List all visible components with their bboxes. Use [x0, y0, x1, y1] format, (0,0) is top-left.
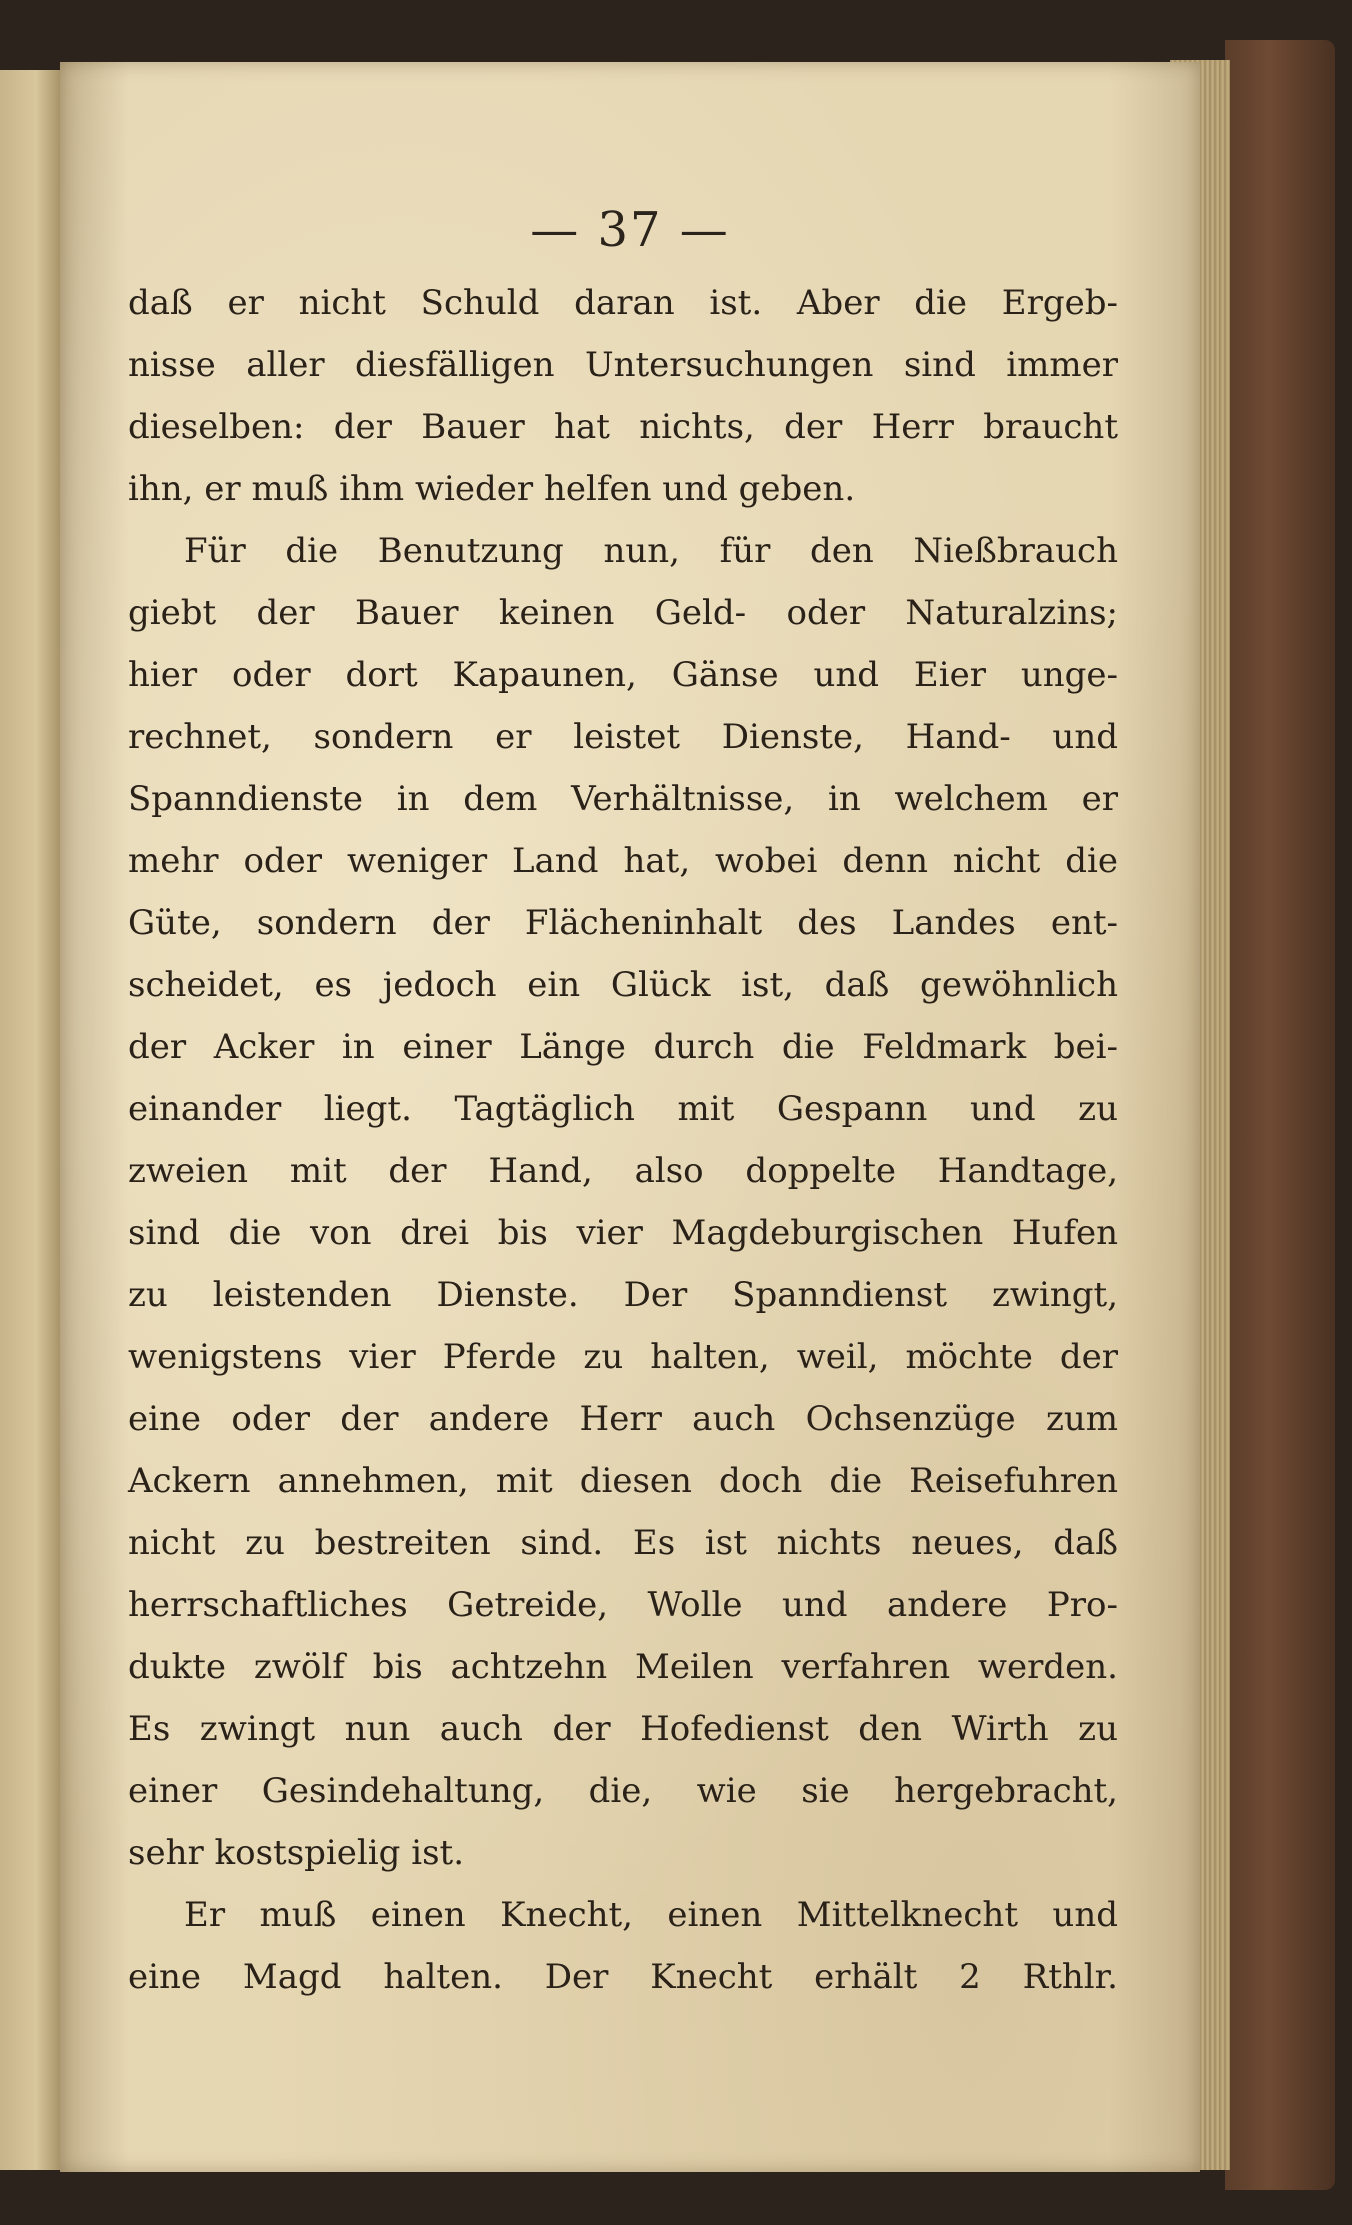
text-line: dukte zwölf bis achtzehn Meilen verfahren werden.	[128, 1647, 1118, 1687]
text-line: zu leistenden Dienste. Der Spanndienst zwingt,	[128, 1275, 1118, 1315]
text-line: Spanndienste in dem Verhältnisse, in welchem er	[128, 779, 1118, 819]
text-line: scheidet, es jedoch ein Glück ist, daß gewöhnlich	[128, 965, 1118, 1005]
text-line: hier oder dort Kapaunen, Gänse und Eier unge-	[128, 655, 1118, 695]
text-line: nisse aller diesfälligen Untersuchungen sind immer	[128, 345, 1118, 385]
text-line: herrschaftliches Getreide, Wolle und andere Pro-	[128, 1585, 1118, 1625]
text-line: Für die Benutzung nun, für den Nießbrauch	[184, 531, 1118, 571]
text-line: zweien mit der Hand, also doppelte Handtage,	[128, 1151, 1118, 1191]
text-line: eine Magd halten. Der Knecht erhält 2 Rthlr.	[128, 1957, 1118, 1997]
text-line: sehr kostspielig ist.	[128, 1833, 465, 1873]
text-line: rechnet, sondern er leistet Dienste, Hand- und	[128, 717, 1118, 757]
text-line: Ackern annehmen, mit diesen doch die Reisefuhren	[128, 1461, 1118, 1501]
text-line: ihn, er muß ihm wieder helfen und geben.	[128, 469, 856, 509]
book-cover-edge	[1225, 40, 1335, 2190]
page-number: — 37 —	[530, 202, 730, 258]
text-line: der Acker in einer Länge durch die Feldmark bei-	[128, 1027, 1118, 1067]
text-line: giebt der Bauer keinen Geld- oder Naturalzins;	[128, 593, 1118, 633]
text-line: sind die von drei bis vier Magdeburgischen Hufen	[128, 1213, 1118, 1253]
text-line: Güte, sondern der Flächeninhalt des Landes ent-	[128, 903, 1118, 943]
text-line: mehr oder weniger Land hat, wobei denn nicht die	[128, 841, 1118, 881]
text-line: einander liegt. Tagtäglich mit Gespann und zu	[128, 1089, 1118, 1129]
text-line: daß er nicht Schuld daran ist. Aber die Ergeb-	[128, 283, 1118, 323]
facing-page-edge	[0, 70, 60, 2170]
text-line: nicht zu bestreiten sind. Es ist nichts neues, daß	[128, 1523, 1118, 1563]
text-line: dieselben: der Bauer hat nichts, der Herr braucht	[128, 407, 1118, 447]
book-page	[60, 62, 1200, 2172]
text-line: eine oder der andere Herr auch Ochsenzüge zum	[128, 1399, 1118, 1439]
text-line: wenigstens vier Pferde zu halten, weil, möchte der	[128, 1337, 1118, 1377]
text-line: Es zwingt nun auch der Hofedienst den Wirth zu	[128, 1709, 1118, 1749]
body-text	[128, 272, 1118, 2008]
text-line: Er muß einen Knecht, einen Mittelknecht und	[184, 1895, 1118, 1935]
text-line: einer Gesindehaltung, die, wie sie hergebracht,	[128, 1771, 1118, 1811]
